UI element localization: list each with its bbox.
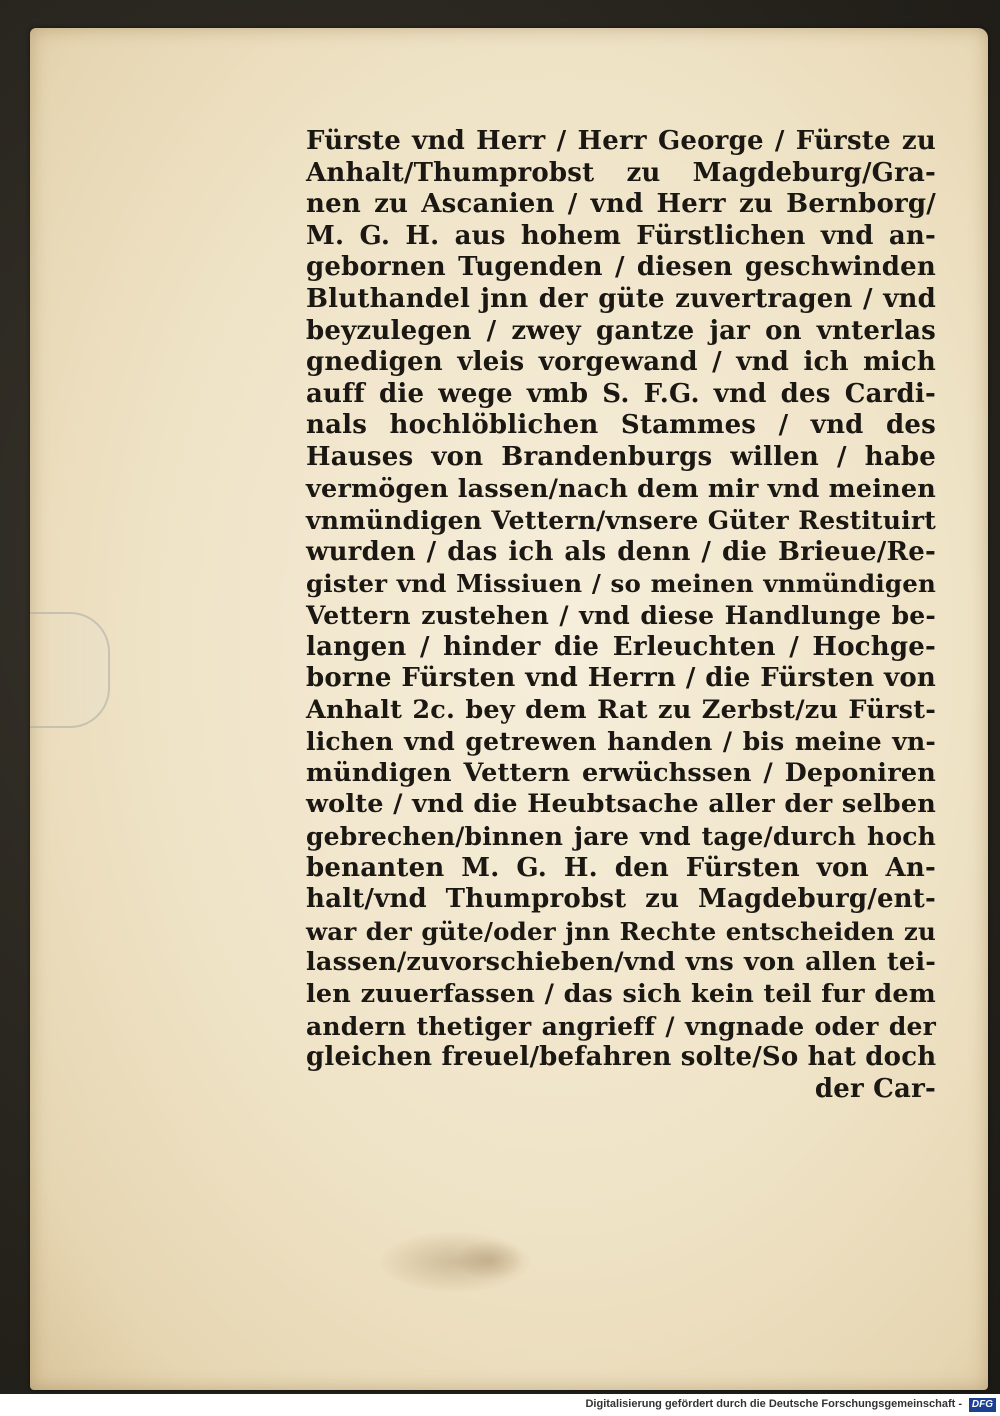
- text-line: vnmündigen Vettern/vnsere Güter Restituirt: [306, 506, 936, 536]
- page-clip-holder: [30, 612, 110, 728]
- text-line: langen / hinder die Erleuchten / Hochge-: [306, 631, 936, 662]
- text-line: beyzulegen / zwey gantze jar on vnterlas: [306, 315, 936, 346]
- text-line: Anhalt/Thumprobst zu Magdeburg/Gra-: [306, 157, 936, 188]
- text-line: gleichen freuel/befahren solte/So hat doch: [306, 1042, 937, 1073]
- text-line: Bluthandel jnn der güte zuvertragen / vnd: [306, 283, 936, 314]
- text-line: lassen/zuvorschieben/vnd vns von allen tei-: [306, 947, 936, 978]
- text-line: borne Fürsten vnd Herrn / die Fürsten von: [306, 663, 936, 694]
- funding-credit: Digitalisierung gefördert durch die Deutsche Forschungsgemeinschaft -: [585, 1398, 962, 1410]
- text-block: [306, 126, 936, 1105]
- text-line: nals hochlöblichen Stammes / vnd des: [306, 410, 936, 441]
- text-line: gebornen Tugenden / diesen geschwinden: [306, 252, 936, 283]
- text-line: wolte / vnd die Heubtsache aller der selben: [306, 789, 936, 820]
- text-line: benanten M. G. H. den Fürsten von An-: [306, 852, 936, 883]
- text-line: andern thetiger angrieff / vngnade oder der: [306, 1011, 936, 1041]
- text-line: war der güte/oder jnn Rechte entscheiden zu: [306, 916, 936, 946]
- text-line: Anhalt 2c. bey dem Rat zu Zerbst/zu Fürst-: [306, 694, 936, 725]
- text-line: M. G. H. aus hohem Fürstlichen vnd an-: [306, 220, 936, 251]
- text-line: halt/vnd Thumprobst zu Magdeburg/ent-: [306, 884, 936, 915]
- text-line: gister vnd Missiuen / so meinen vnmündigen: [306, 569, 936, 599]
- text-line: Fürste vnd Herr / Herr George / Fürste zu: [306, 126, 936, 156]
- catchword-line: der Car-: [814, 1073, 936, 1104]
- text-line: wurden / das ich als denn / die Brieue/Re-: [306, 536, 936, 567]
- text-line: gebrechen/binnen jare vnd tage/durch hoch: [306, 822, 936, 852]
- text-line: vermögen lassen/nach dem mir vnd meinen: [306, 473, 936, 504]
- text-line: len zuuerfassen / das sich kein teil fur dem: [306, 979, 936, 1010]
- text-line: auff die wege vmb S. F.G. vnd des Cardi-: [306, 378, 936, 409]
- dfg-logo-icon: DFG: [969, 1398, 996, 1412]
- page-stain-small: [455, 1240, 525, 1280]
- text-line: Vettern zustehen / vnd diese Handlunge be-: [306, 600, 936, 630]
- text-line: Hauses von Brandenburgs willen / habe: [306, 441, 936, 472]
- text-line: lichen vnd getrewen handen / bis meine vn-: [306, 727, 936, 757]
- text-line: nen zu Ascanien / vnd Herr zu Bernborg/: [306, 189, 936, 220]
- text-line: mündigen Vettern erwüchssen / Deponiren: [306, 757, 936, 788]
- footer-bar: [0, 1394, 1000, 1416]
- text-line: gnedigen vleis vorgewand / vnd ich mich: [306, 347, 936, 378]
